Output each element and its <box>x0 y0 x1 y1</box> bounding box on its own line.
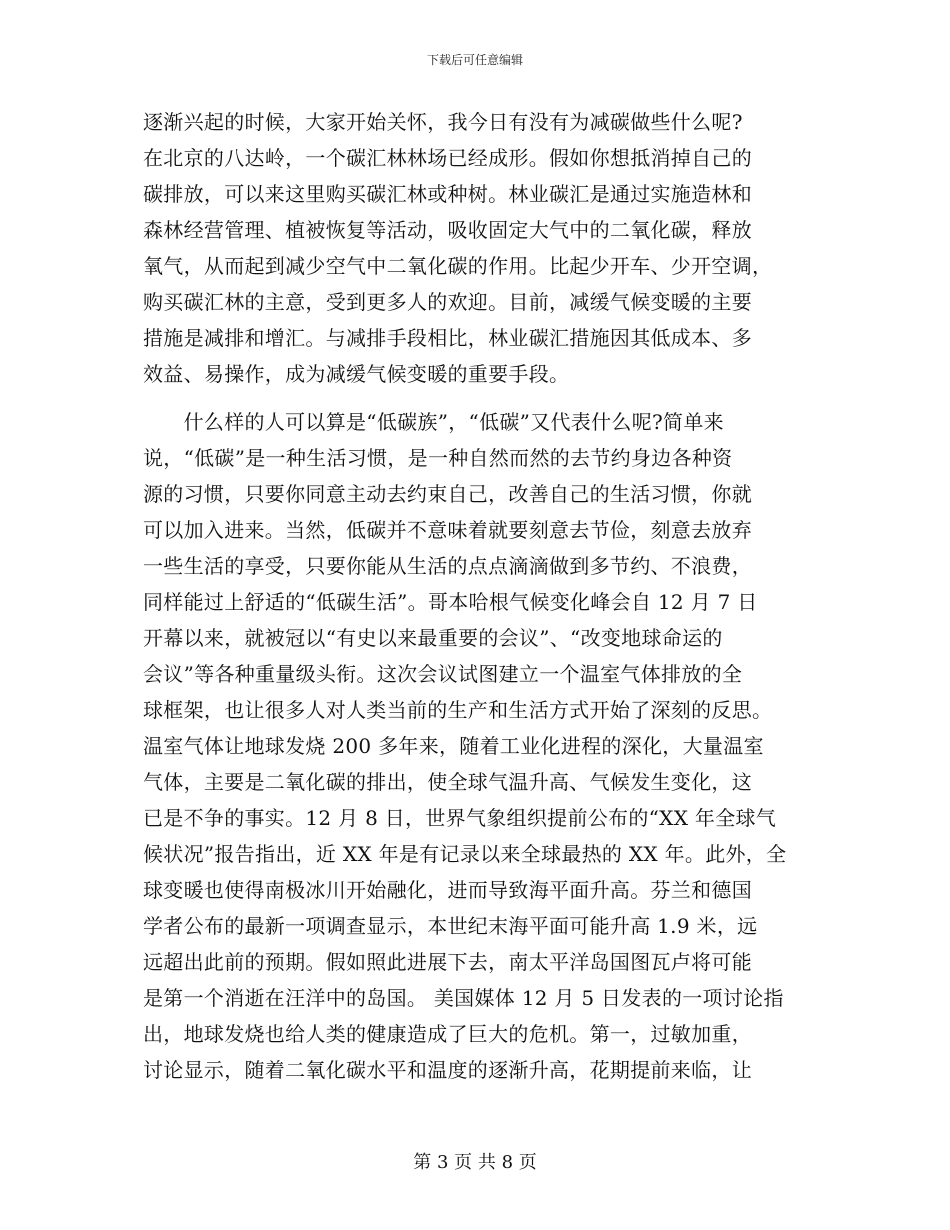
text-line: 可以加入进来。当然，低碳并不意味着就要刻意去节俭，刻意去放弃 <box>143 518 752 542</box>
text-line: 逐渐兴起的时候，大家开始关怀，我今日有没有为减碳做些什么呢? <box>143 110 743 134</box>
text-line: 一些生活的享受，只要你能从生活的点点滴滴做到多节约、不浪费， <box>143 554 752 578</box>
text-line: 温室气体让地球发烧 200 多年来，随着工业化进程的深化，大量温室 <box>143 734 764 758</box>
text-line: 球变暖也使得南极冰川开始融化，进而导致海平面升高。芬兰和德国 <box>143 878 752 902</box>
page-header: 下载后可任意编辑 <box>426 53 523 67</box>
text-line: 气体，主要是二氧化碳的排出，使全球气温升高、气候发生变化，这 <box>143 770 752 794</box>
page-footer: 第 3 页 共 8 页 <box>413 1152 537 1173</box>
text-line: 氧气，从而起到减少空气中二氧化碳的作用。比起少开车、少开空调， <box>143 254 773 278</box>
text-line: 学者公布的最新一项调查显示，本世纪末海平面可能升高 1.9 米，远 <box>143 914 758 938</box>
text-line: 购买碳汇林的主意，受到更多人的欢迎。目前，减缓气候变暖的主要 <box>143 290 752 314</box>
text-line: 在北京的八达岭，一个碳汇林林场已经成形。假如你想抵消掉自己的 <box>143 146 752 170</box>
text-line: 已是不争的事实。12 月 8 日，世界气象组织提前公布的“XX 年全球气 <box>143 806 777 830</box>
text-line: 候状况”报告指出，近 XX 年是有记录以来全球最热的 XX 年。此外，全 <box>143 842 787 866</box>
text-line: 碳排放，可以来这里购买碳汇林或种树。林业碳汇是通过实施造林和 <box>143 182 752 206</box>
text-line: 出，地球发烧也给人类的健康造成了巨大的危机。第一，过敏加重， <box>143 1022 752 1046</box>
text-line: 同样能过上舒适的“低碳生活”。哥本哈根气候变化峰会自 12 月 7 日 <box>143 590 758 614</box>
text-line: 什么样的人可以算是“低碳族”，“低碳”又代表什么呢?简单来 <box>143 410 724 434</box>
text-line: 开幕以来，就被冠以“有史以来最重要的会议”、“改变地球命运的 <box>143 626 723 650</box>
text-line: 是第一个消逝在汪洋中的岛国。 美国媒体 12 月 5 日发表的一项讨论指 <box>143 986 784 1010</box>
text-line: 说，“低碳”是一种生活习惯，是一种自然而然的去节约身边各种资 <box>143 446 733 470</box>
text-line: 措施是减排和增汇。与减排手段相比，林业碳汇措施因其低成本、多 <box>143 326 752 350</box>
text-line: 讨论显示，随着二氧化碳水平和温度的逐渐升高，花期提前来临，让 <box>143 1058 752 1082</box>
text-line: 效益、易操作，成为减缓气候变暖的重要手段。 <box>143 362 570 386</box>
text-line: 远超出此前的预期。假如照此进展下去，南太平洋岛国图瓦卢将可能 <box>143 950 752 974</box>
text-line: 森林经营管理、植被恢复等活动，吸收固定大气中的二氧化碳，释放 <box>143 218 752 242</box>
text-line: 球框架，也让很多人对人类当前的生产和生活方式开始了深刻的反思。 <box>143 698 773 722</box>
text-line: 会议”等各种重量级头衔。这次会议试图建立一个温室气体排放的全 <box>143 662 743 686</box>
text-line: 源的习惯，只要你同意主动去约束自己，改善自己的生活习惯，你就 <box>143 482 752 506</box>
